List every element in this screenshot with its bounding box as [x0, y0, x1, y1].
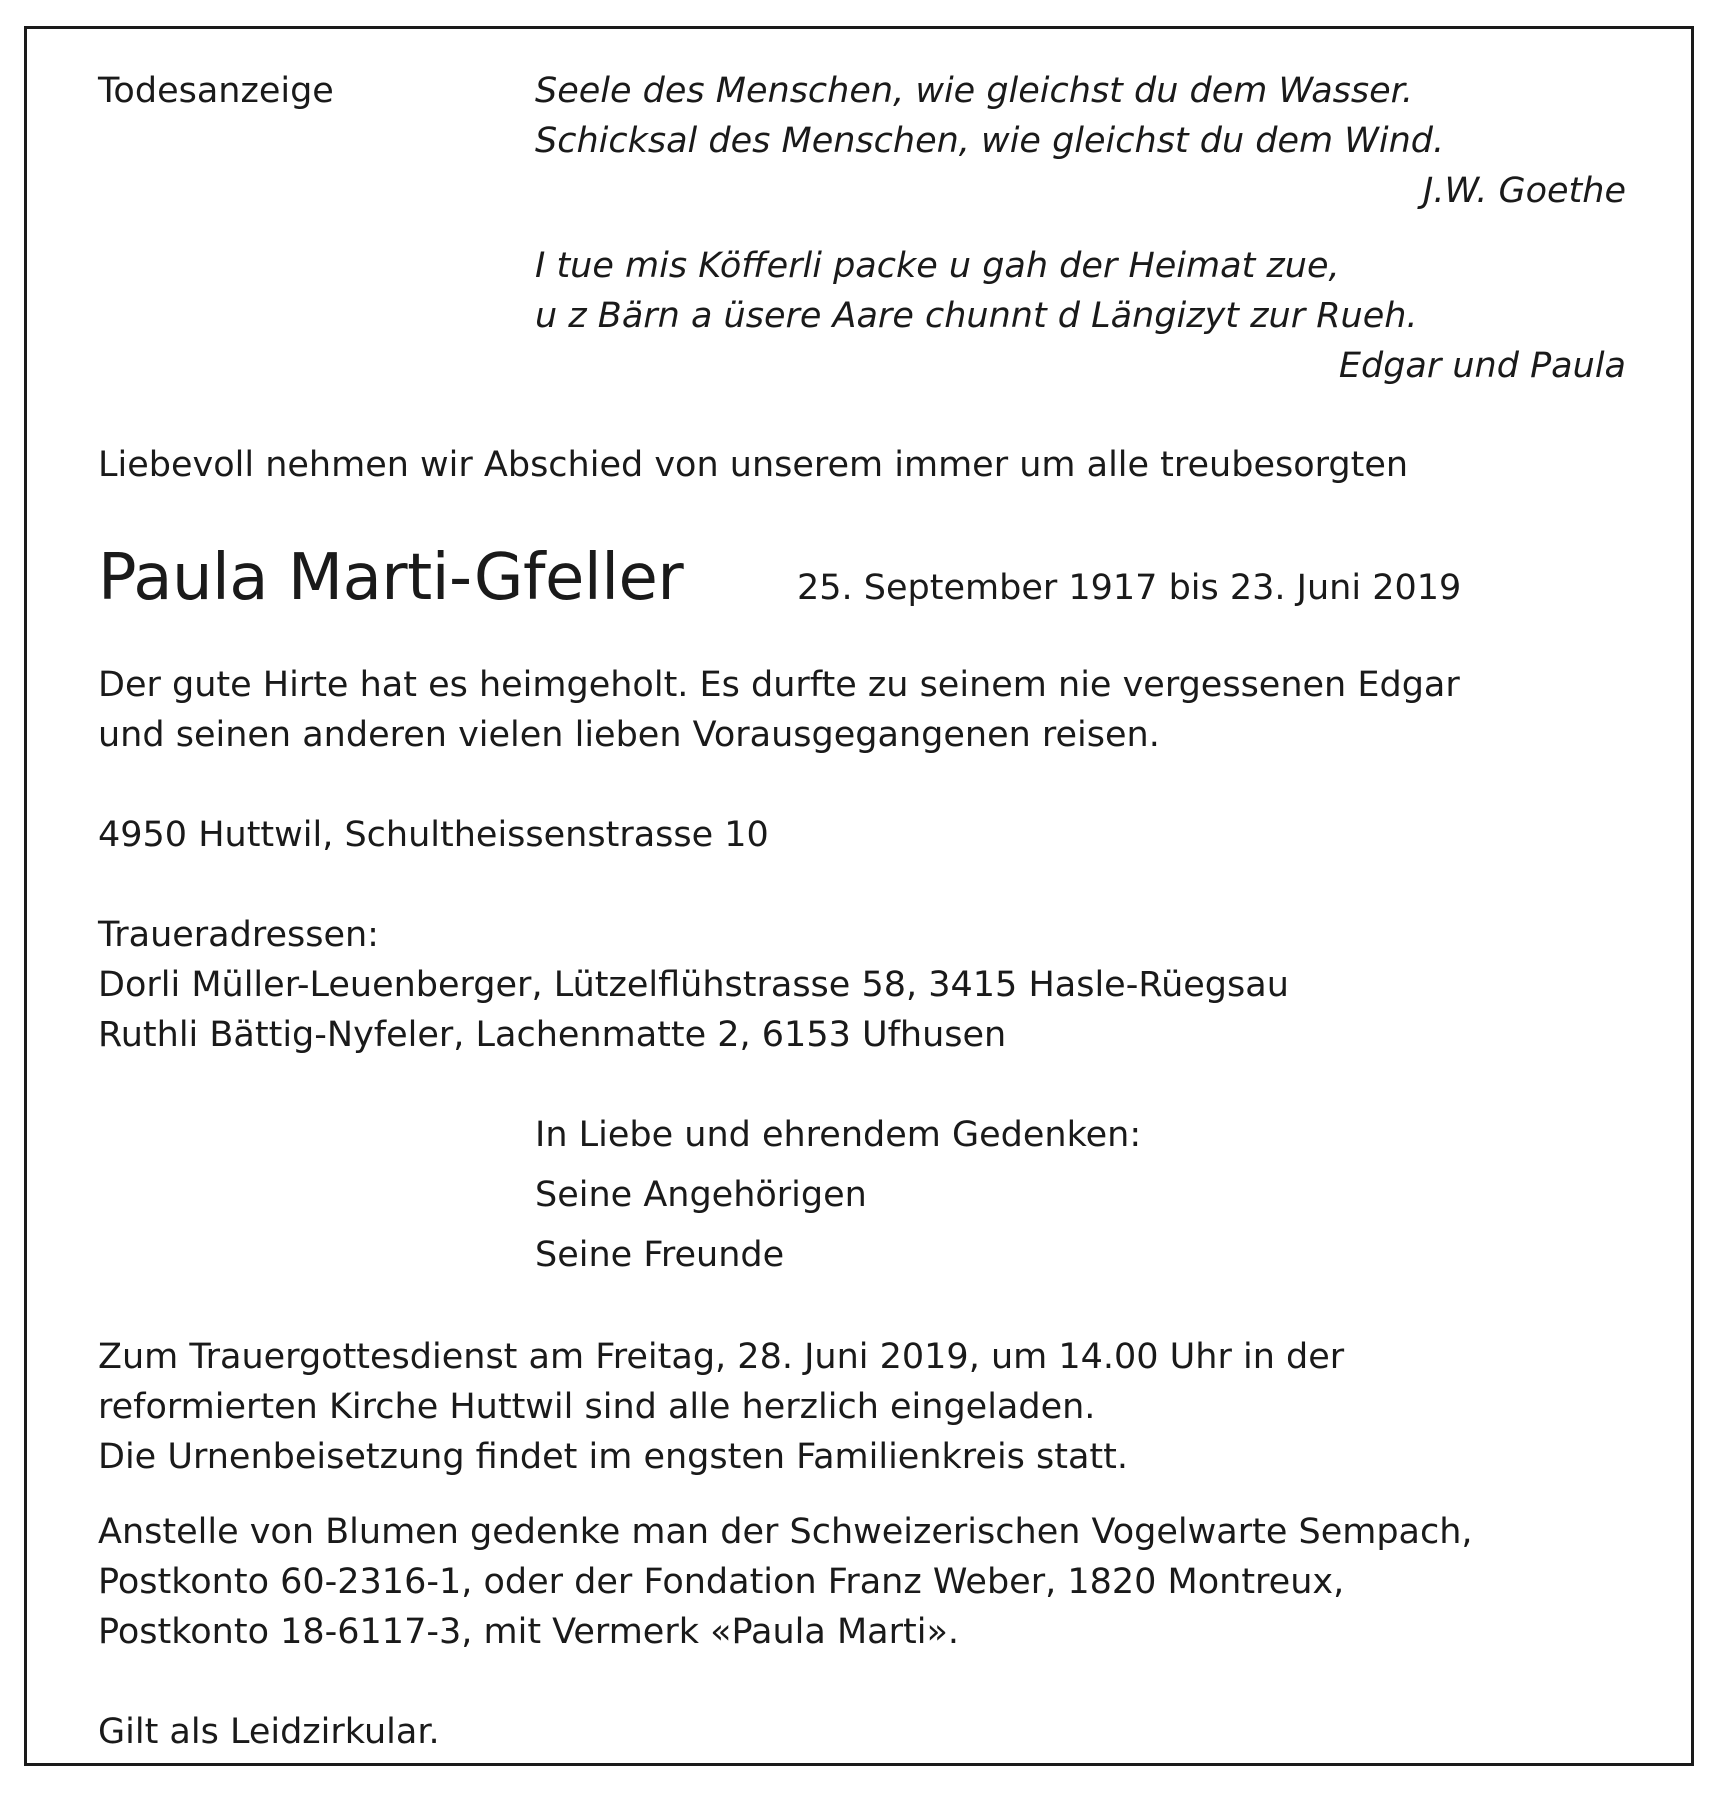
home-address: 4950 Huttwil, Schultheissenstrasse 10	[98, 815, 769, 855]
signature-friends: Seine Freunde	[535, 1235, 785, 1275]
mourning-heading: Traueradressen:	[98, 915, 379, 955]
quote2-line1: I tue mis Köfferli packe u gah der Heimat zue,	[535, 246, 1340, 286]
signature-heading: In Liebe und ehrendem Gedenken:	[535, 1115, 1142, 1155]
quote1-author: J.W. Goethe	[1423, 171, 1626, 211]
mourning-address-1: Dorli Müller-Leuenberger, Lützelflühstrasse 58, 3415 Hasle-Rüegsau	[98, 965, 1289, 1005]
donation-line2: Postkonto 60-2316-1, oder der Fondation Franz Weber, 1820 Montreux,	[98, 1562, 1345, 1602]
intro-text: Liebevoll nehmen wir Abschied von unserem immer um alle treubesorgten	[98, 445, 1409, 485]
donation-line3: Postkonto 18-6117-3, mit Vermerk «Paula Marti».	[98, 1612, 960, 1652]
message-line1: Der gute Hirte hat es heimgeholt. Es durfte zu seinem nie vergessenen Edgar	[98, 665, 1460, 705]
life-dates: 25. September 1917 bis 23. Juni 2019	[797, 568, 1462, 608]
quote1-line1: Seele des Menschen, wie gleichst du dem Wasser.	[535, 71, 1413, 111]
service-line3: Die Urnenbeisetzung findet im engsten Familienkreis statt.	[98, 1437, 1129, 1477]
signature-relatives: Seine Angehörigen	[535, 1175, 867, 1215]
quote2-line2: u z Bärn a üsere Aare chunnt d Längizyt zur Rueh.	[535, 296, 1418, 336]
deceased-name: Paula Marti-Gfeller	[98, 541, 684, 615]
mourning-address-2: Ruthli Bättig-Nyfeler, Lachenmatte 2, 6153 Ufhusen	[98, 1015, 1007, 1055]
closing-note: Gilt als Leidzirkular.	[98, 1712, 440, 1752]
donation-line1: Anstelle von Blumen gedenke man der Schweizerischen Vogelwarte Sempach,	[98, 1512, 1473, 1552]
quote1-line2: Schicksal des Menschen, wie gleichst du dem Wind.	[535, 121, 1445, 161]
service-line2: reformierten Kirche Huttwil sind alle herzlich eingeladen.	[98, 1387, 1096, 1427]
notice-label: Todesanzeige	[98, 71, 334, 111]
quote2-author: Edgar und Paula	[1338, 346, 1626, 386]
message-line2: und seinen anderen vielen lieben Vorausgegangenen reisen.	[98, 715, 1160, 755]
service-line1: Zum Trauergottesdienst am Freitag, 28. Juni 2019, um 14.00 Uhr in der	[98, 1337, 1345, 1377]
